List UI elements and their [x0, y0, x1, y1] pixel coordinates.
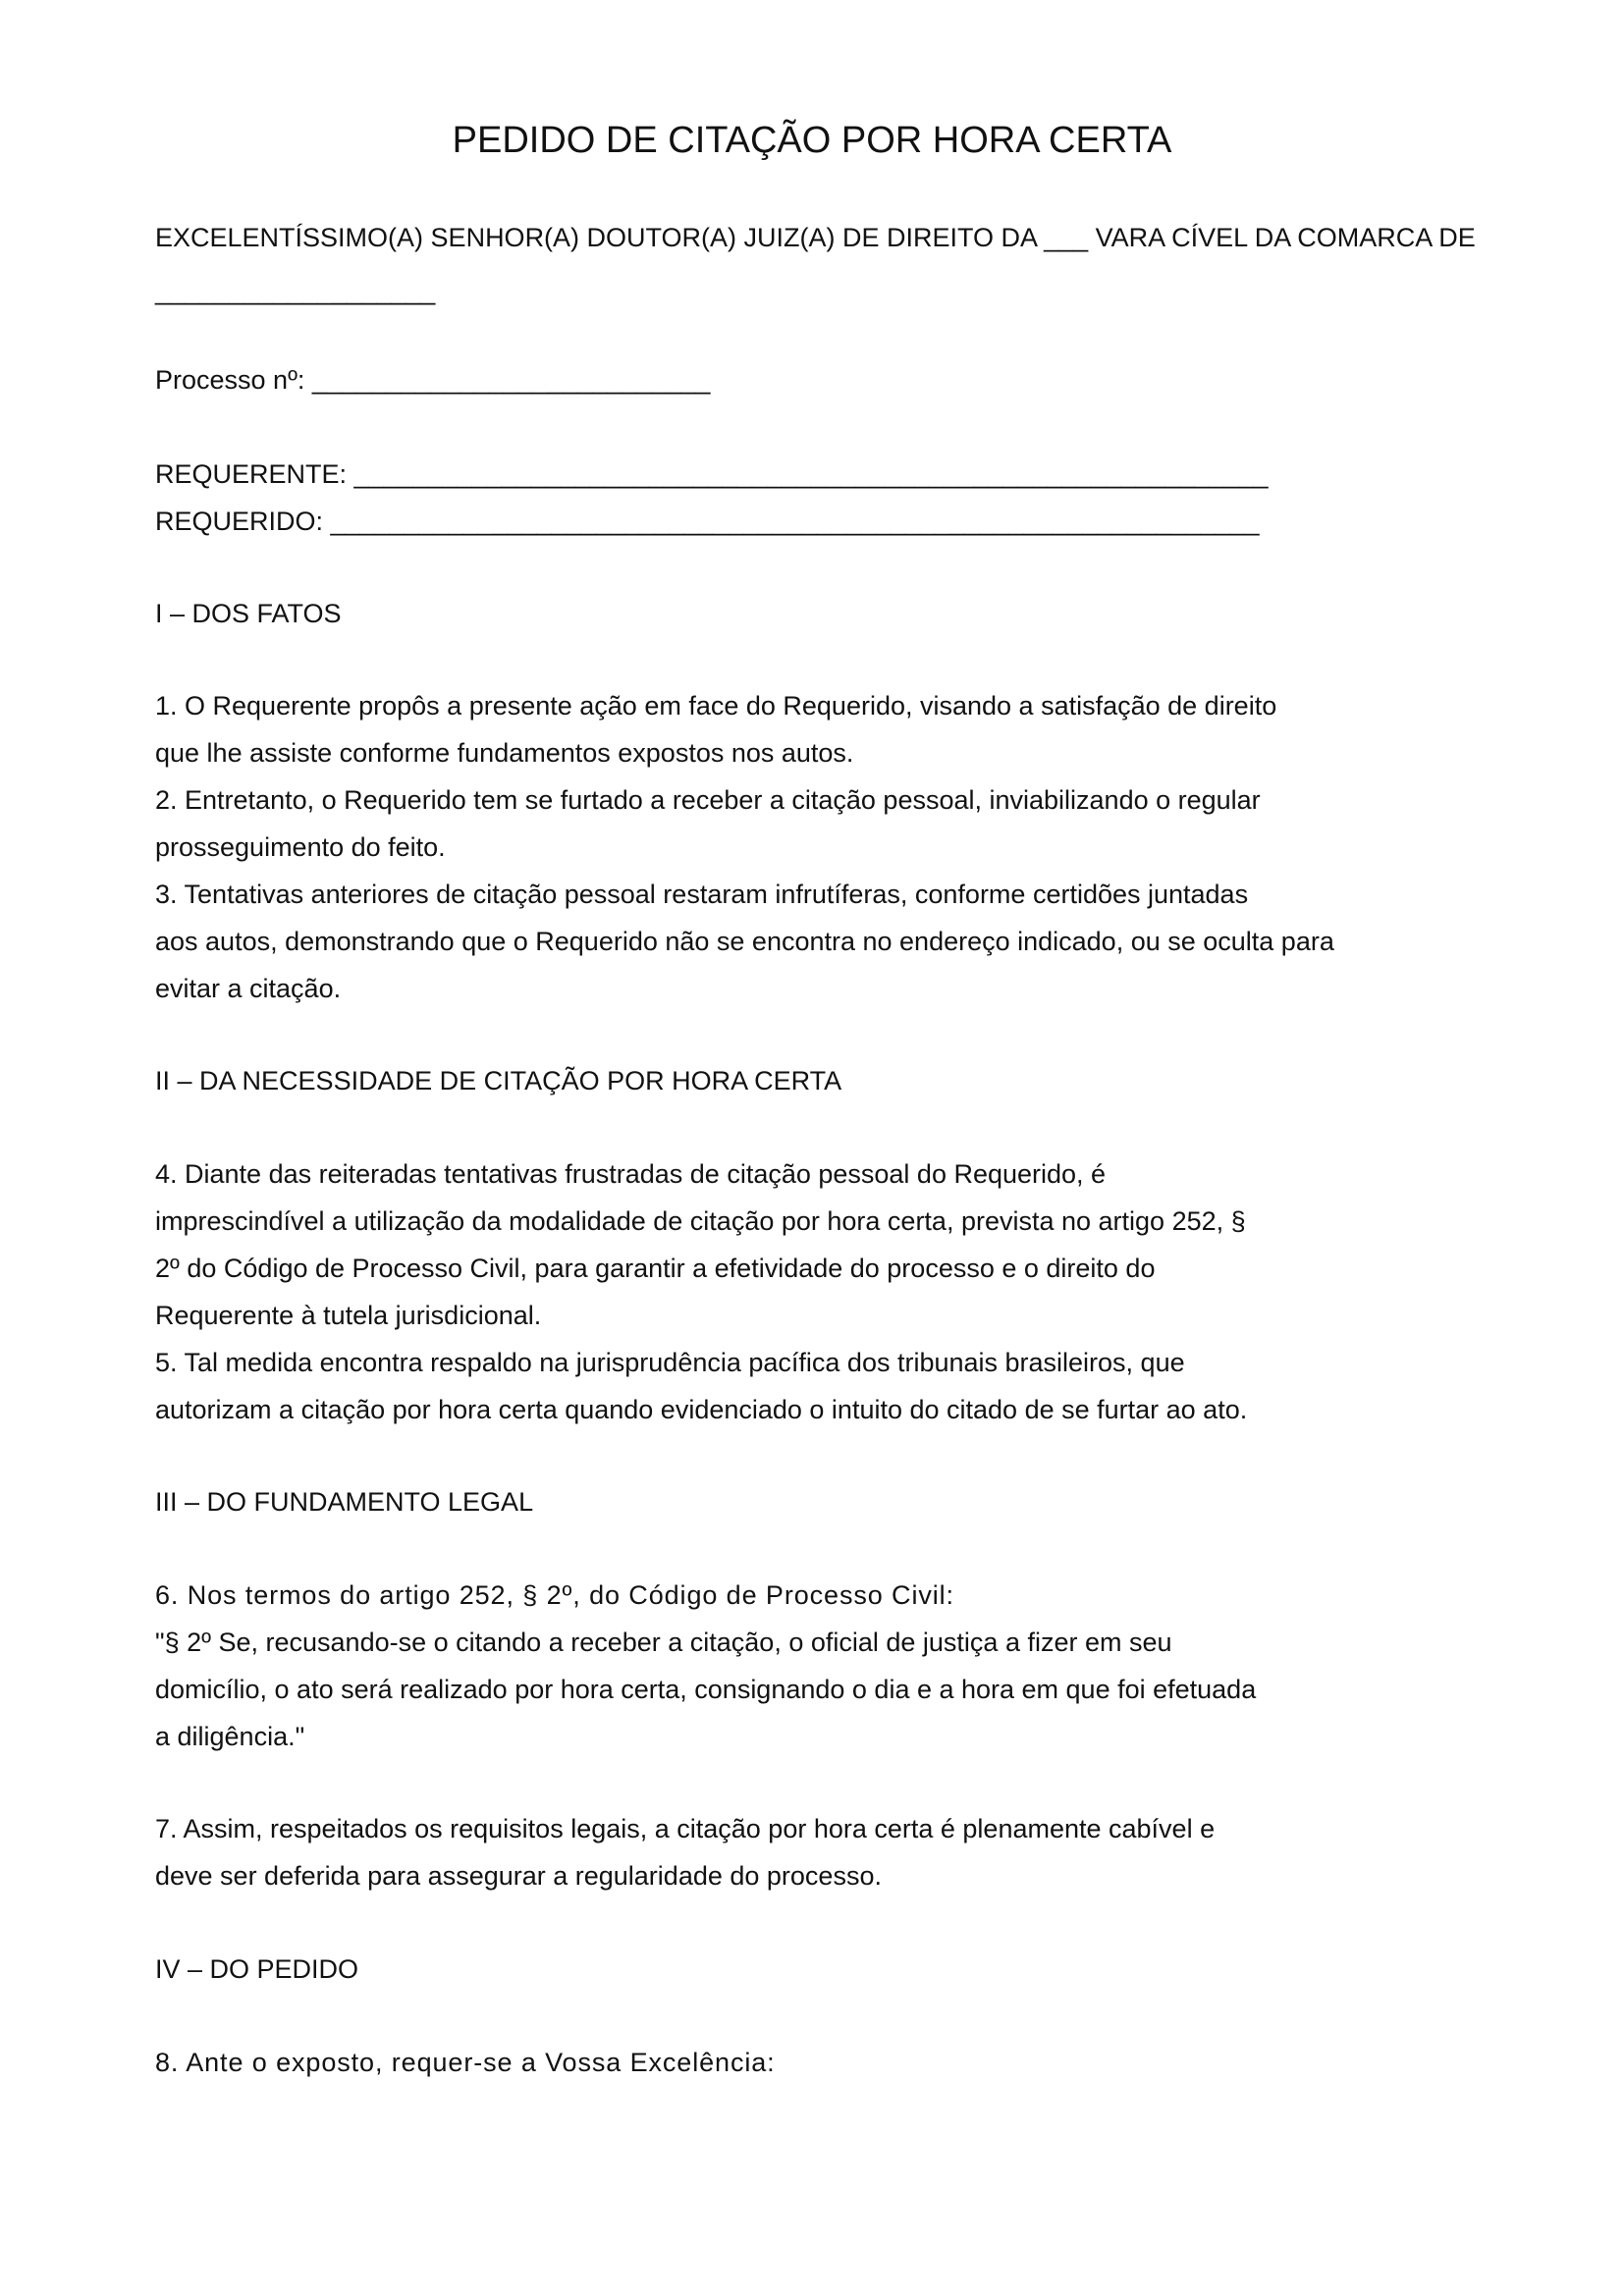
paragraph-line: 7. Assim, respeitados os requisitos legais, a citação por hora certa é plenamente cabível e: [155, 1814, 1216, 1843]
section-heading-pedido: IV – DO PEDIDO: [155, 1954, 359, 1984]
addressee-blank-line: ___________________: [155, 276, 436, 305]
document-title: PEDIDO DE CITAÇÃO POR HORA CERTA: [452, 120, 1172, 161]
paragraph-line: 2º do Código de Processo Civil, para garantir a efetividade do processo e o direito do: [155, 1254, 1156, 1283]
requerido-field: REQUERIDO: _______________________________________________________________: [155, 507, 1260, 536]
paragraph-line: que lhe assiste conforme fundamentos expostos nos autos.: [155, 738, 854, 768]
paragraph-line: 5. Tal medida encontra respaldo na jurisprudência pacífica dos tribunais brasileiros, que: [155, 1348, 1185, 1377]
legal-quote-line: a diligência.": [155, 1722, 305, 1751]
requerente-field: REQUERENTE: ______________________________________________________________: [155, 459, 1269, 489]
paragraph-line: autorizam a citação por hora certa quando evidenciado o intuito do citado de se furtar ao ato.: [155, 1395, 1248, 1424]
section-heading-necessidade: II – DA NECESSIDADE DE CITAÇÃO POR HORA CERTA: [155, 1066, 842, 1095]
section-heading-fatos: I – DOS FATOS: [155, 599, 342, 628]
paragraph-line: Requerente à tutela jurisdicional.: [155, 1301, 542, 1330]
paragraph-line: prosseguimento do feito.: [155, 832, 446, 862]
paragraph-line: 1. O Requerente propôs a presente ação em face do Requerido, visando a satisfação de direito: [155, 691, 1277, 721]
paragraph-line: deve ser deferida para assegurar a regularidade do processo.: [155, 1861, 882, 1891]
paragraph-line: 2. Entretanto, o Requerido tem se furtado a receber a citação pessoal, inviabilizando o regular: [155, 785, 1261, 815]
paragraph-line: 4. Diante das reiteradas tentativas frustradas de citação pessoal do Requerido, é: [155, 1159, 1107, 1189]
paragraph-line: imprescindível a utilização da modalidade de citação por hora certa, prevista no artigo 252, §: [155, 1206, 1246, 1236]
paragraph-line: aos autos, demonstrando que o Requerido não se encontra no endereço indicado, ou se oculta para: [155, 927, 1334, 956]
paragraph-line: evitar a citação.: [155, 974, 342, 1003]
legal-quote-line: "§ 2º Se, recusando-se o citando a receber a citação, o oficial de justiça a fizer em seu: [155, 1628, 1172, 1657]
paragraph-line: 6. Nos termos do artigo 252, § 2º, do Código de Processo Civil:: [155, 1580, 954, 1610]
process-number-field: Processo nº: ___________________________: [155, 365, 711, 395]
addressee-line: EXCELENTÍSSIMO(A) SENHOR(A) DOUTOR(A) JUIZ(A) DE DIREITO DA ___ VARA CÍVEL DA COMARCA DE: [155, 223, 1476, 252]
paragraph-line: 3. Tentativas anteriores de citação pessoal restaram infrutíferas, conforme certidões juntadas: [155, 880, 1249, 909]
section-heading-fundamento: III – DO FUNDAMENTO LEGAL: [155, 1487, 534, 1517]
legal-quote-line: domicílio, o ato será realizado por hora certa, consignando o dia e a hora em que foi efetuada: [155, 1675, 1257, 1704]
paragraph-line: 8. Ante o exposto, requer-se a Vossa Excelência:: [155, 2048, 776, 2077]
